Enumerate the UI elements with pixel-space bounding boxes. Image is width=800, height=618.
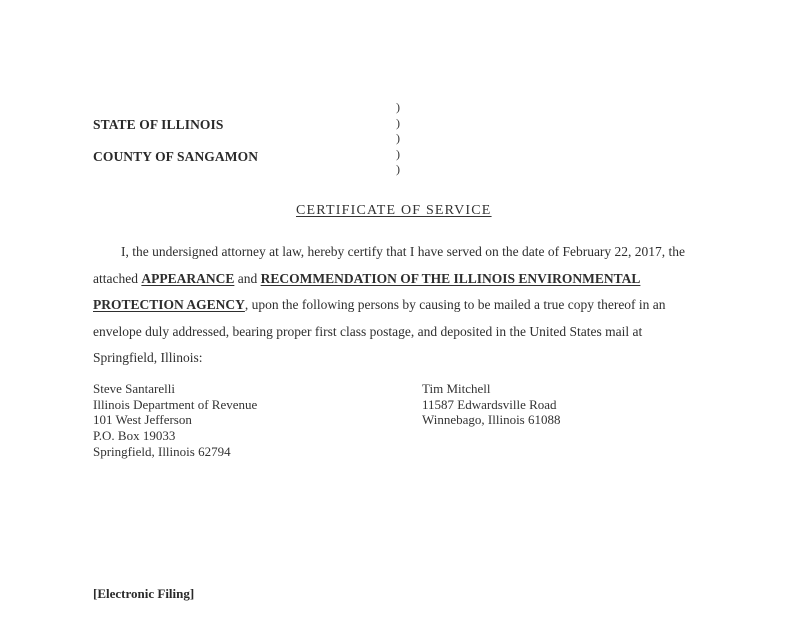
document-title: CERTIFICATE OF SERVICE <box>296 203 492 218</box>
body-text-part1: I, the undersigned attorney at law, hereby certify that I have served on the date of February 22, 2017, the attached <box>93 244 686 286</box>
recipient-address-1 <box>93 381 257 460</box>
paren: ) <box>396 115 400 130</box>
recommendation-reference: RECOMMENDATION OF THE ILLINOIS ENVIRONMENTAL PROTECTION AGENCY <box>93 270 641 312</box>
county-caption: COUNTY OF SANGAMON <box>93 149 259 164</box>
recipient-address-2 <box>422 381 561 428</box>
paren: ) <box>396 100 400 114</box>
certificate-body <box>93 239 695 372</box>
paren: ) <box>396 146 400 161</box>
body-text-and: and <box>234 270 261 286</box>
address-line: 101 West Jefferson <box>93 412 192 428</box>
address-line: Springfield, Illinois 62794 <box>93 443 231 459</box>
body-text-part2: , upon the following persons by causing to be mailed a true copy thereof in an envelope duly addressed, bearing proper first class postage, and deposited in the United States mail at Springfield, Illinois: <box>93 297 666 365</box>
caption-parentheses <box>396 100 400 178</box>
paren: ) <box>396 131 400 146</box>
address-line: Tim Mitchell <box>422 381 491 396</box>
paren: ) <box>396 162 400 177</box>
address-line: P.O. Box 19033 <box>93 428 176 444</box>
address-line: Illinois Department of Revenue <box>93 396 258 412</box>
address-line: Winnebago, Illinois 61088 <box>422 412 561 428</box>
address-line: 11587 Edwardsville Road <box>422 396 557 412</box>
address-line: Steve Santarelli <box>93 381 175 396</box>
electronic-filing-label: [Electronic Filing] <box>93 586 195 601</box>
appearance-reference: APPEARANCE <box>141 270 235 286</box>
state-caption: STATE OF ILLINOIS <box>93 117 224 132</box>
